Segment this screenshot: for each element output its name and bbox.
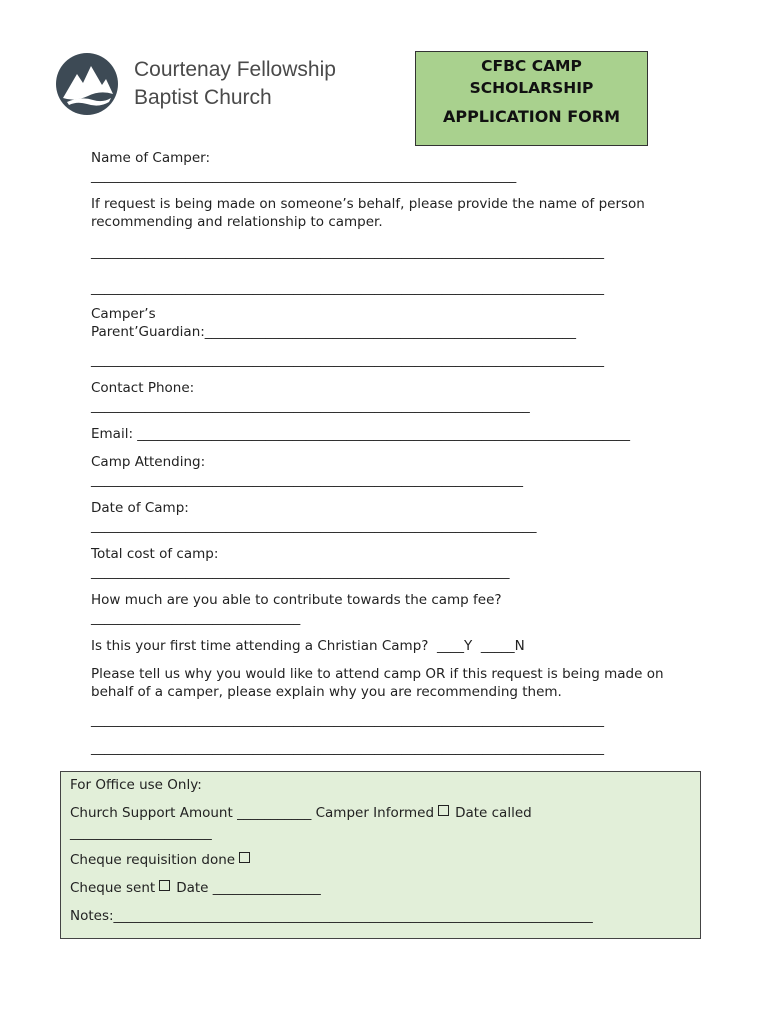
behalf-instructions-line2: recommending and relationship to camper.: [91, 214, 383, 230]
form-title-box: [415, 51, 648, 146]
why-attend-line1: Please tell us why you would like to attend camp OR if this request is being made on: [91, 666, 664, 682]
form-title-line1: CFBC CAMP: [481, 57, 582, 75]
parent-guardian-field[interactable]: Parent’Guardian:_______________________________________________________: [91, 324, 577, 340]
contribution-label: How much are you able to contribute towards the camp fee?: [91, 592, 502, 608]
cheque-date-field[interactable]: Date ________________: [176, 880, 321, 896]
email-field[interactable]: Email: _________________________________________________________________________: [91, 426, 631, 442]
camper-name-field[interactable]: _______________________________________________________________: [91, 168, 517, 184]
camper-informed-checkbox[interactable]: [438, 805, 449, 816]
camp-attending-field[interactable]: ________________________________________________________________: [91, 472, 523, 488]
form-title-line2: SCHOLARSHIP: [469, 79, 594, 97]
camper-name-label: Name of Camper:: [91, 150, 211, 166]
date-of-camp-label: Date of Camp:: [91, 500, 189, 516]
church-logo: [55, 52, 119, 116]
camp-attending-label: Camp Attending:: [91, 454, 206, 470]
parent-guardian-field-2[interactable]: ____________________________________________________________________________: [91, 352, 604, 368]
behalf-field-2[interactable]: ____________________________________________________________________________: [91, 280, 604, 296]
church-name-line1: Courtenay Fellowship: [134, 58, 336, 81]
total-cost-field[interactable]: ______________________________________________________________: [91, 564, 510, 580]
form-title-line3: APPLICATION FORM: [442, 107, 621, 126]
behalf-instructions-line1: If request is being made on someone’s behalf, please provide the name of person: [91, 196, 645, 212]
church-name: [134, 56, 336, 112]
cheque-sent-checkbox[interactable]: [159, 880, 170, 891]
contact-phone-field[interactable]: _________________________________________________________________: [91, 398, 530, 414]
church-name-line2: Baptist Church: [134, 86, 272, 109]
behalf-field-1[interactable]: ____________________________________________________________________________: [91, 244, 604, 260]
date-called-field[interactable]: _____________________: [70, 825, 212, 841]
cheque-sent-row: [70, 879, 321, 897]
notes-field[interactable]: Notes:_______________________________________________________________________: [70, 908, 593, 924]
office-use-box: [60, 771, 701, 939]
why-attend-field-2[interactable]: ____________________________________________________________________________: [91, 740, 604, 756]
office-support-row: [70, 804, 532, 822]
cheque-sent-label: Cheque sent: [70, 880, 156, 896]
contribution-field[interactable]: _______________________________: [91, 610, 301, 626]
first-time-question[interactable]: Is this your first time attending a Christian Camp? ____Y _____N: [91, 638, 525, 654]
office-heading: For Office use Only:: [70, 777, 202, 793]
cheque-requisition-checkbox[interactable]: [239, 852, 250, 863]
contact-phone-label: Contact Phone:: [91, 380, 195, 396]
parent-label: Camper’s: [91, 306, 156, 322]
date-of-camp-field[interactable]: __________________________________________________________________: [91, 518, 537, 534]
why-attend-line2: behalf of a camper, please explain why you are recommending them.: [91, 684, 562, 700]
why-attend-field-1[interactable]: ____________________________________________________________________________: [91, 712, 604, 728]
cheque-requisition-row: [70, 851, 256, 869]
cheque-requisition-label: Cheque requisition done: [70, 852, 236, 868]
total-cost-label: Total cost of camp:: [91, 546, 219, 562]
support-amount-field[interactable]: Church Support Amount ___________ Camper Informed: [70, 805, 435, 821]
date-called-label: Date called: [455, 805, 532, 821]
